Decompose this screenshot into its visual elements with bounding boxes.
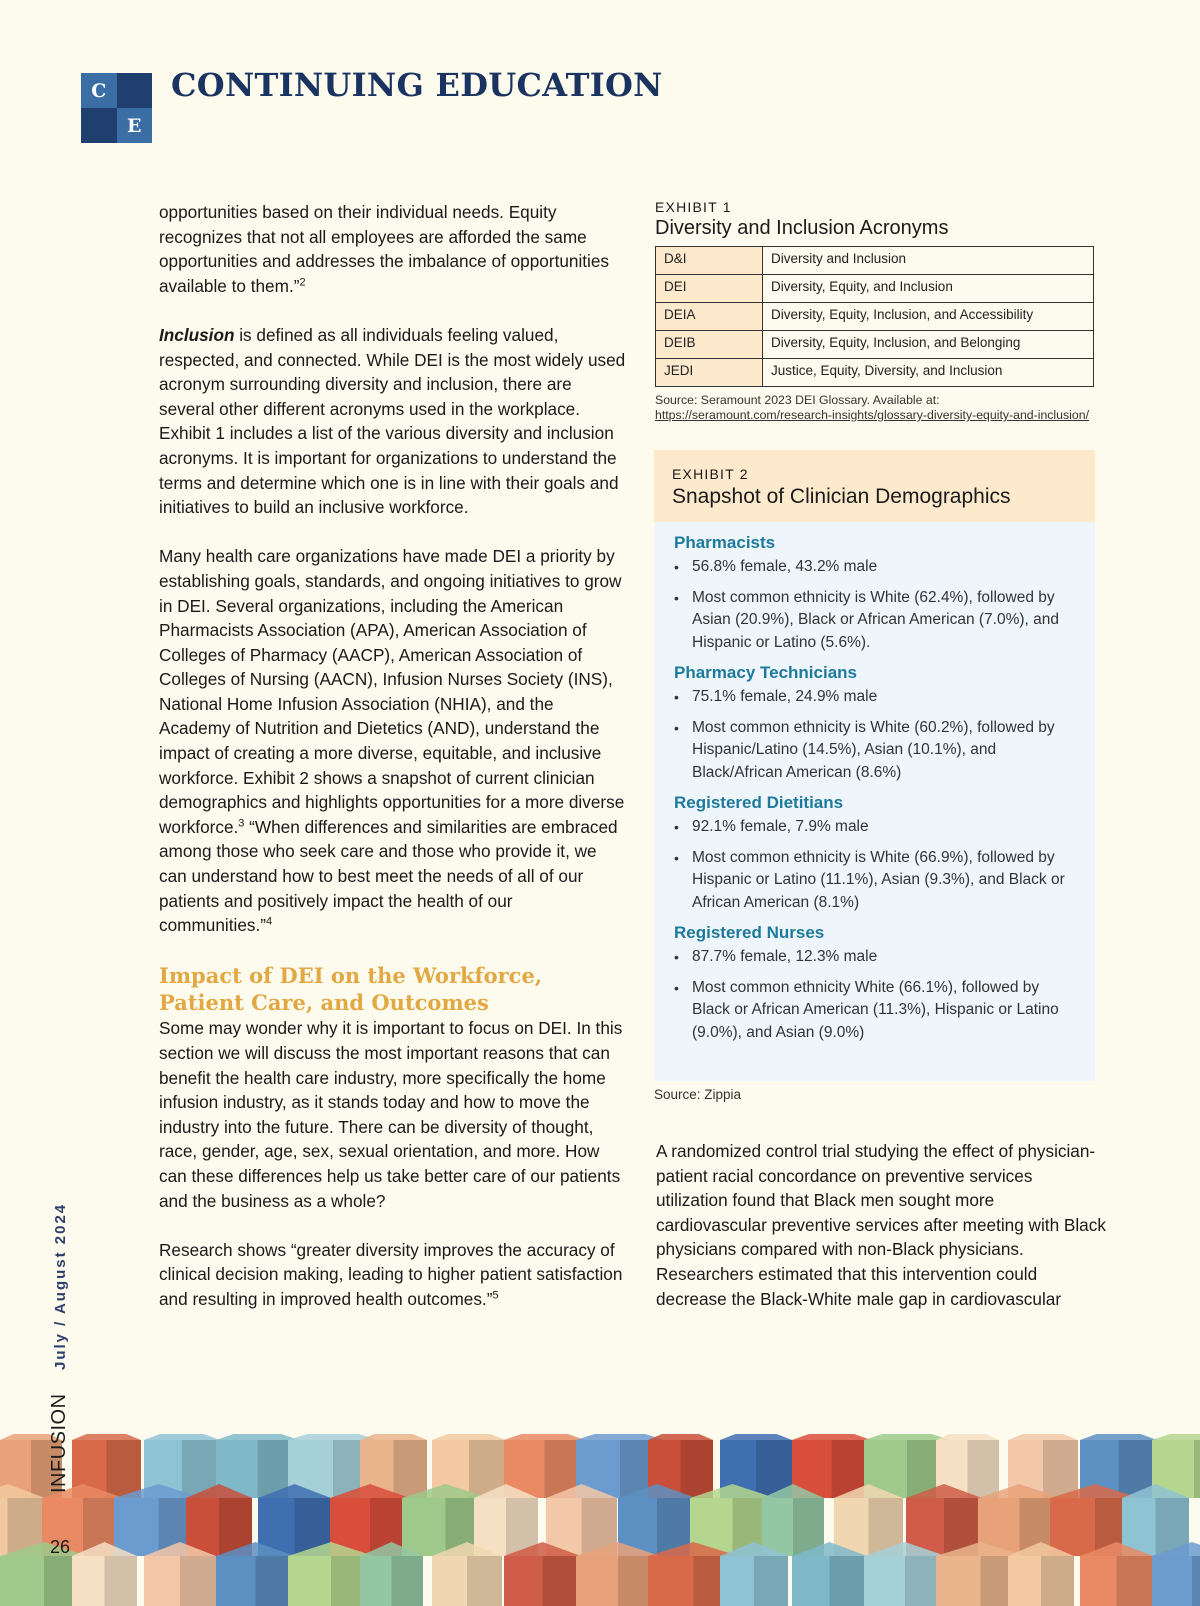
list-item: • 75.1% female, 24.9% male [674,686,1075,709]
demographic-group-heading: Registered Nurses [674,923,825,942]
source-text: Source: Seramount 2023 DEI Glossary. Available at: [655,393,940,407]
block-shadow [394,1440,428,1498]
block-shadow [1041,1556,1074,1606]
demographic-list [674,946,1075,1044]
table-row [656,359,1094,387]
colorful-blocks-image [0,1434,1200,1606]
block-shadow [543,1556,582,1606]
left-column [159,200,629,1312]
block-shadow [1194,1440,1200,1498]
meaning-cell: Diversity, Equity, Inclusion, and Accessibility [763,303,1094,331]
demographic-group-heading: Pharmacy Technicians [674,663,857,682]
paragraph [159,200,629,298]
block-shadow [1043,1440,1078,1498]
paragraph-text: Research shows “greater diversity improves the accuracy of clinical decision making, leading to higher patient satisfaction and resulting in improved health outcomes.” [159,1239,623,1309]
list-item: • 56.8% female, 43.2% male [674,556,1075,579]
demographic-group-heading: Pharmacists [674,533,776,552]
block-shadow [968,1440,1000,1498]
footnote-ref: 2 [299,276,306,289]
issue-date: July / August 2024 [52,1202,69,1370]
source-link[interactable]: https://seramount.com/research-insights/glossary-diversity-equity-and-inclusion/ [655,408,1089,422]
exhibit-source [655,393,1095,423]
block-shadow [107,1440,142,1498]
block-shadow [392,1556,424,1606]
demographic-group-heading: Registered Dietitians [674,793,844,812]
paragraph [159,1238,629,1312]
table-row [656,247,1094,275]
list-item: • Most common ethnicity is White (60.2%), followed by Hispanic/Latino (14.5%), Asian (10.1%), and Black/African American (8.6%) [674,717,1075,785]
exhibit-label: EXHIBIT 1 [655,199,732,215]
paragraph [159,323,629,520]
paragraph-text: Many health care organizations have made DEI a priority by establishing goals, standards, and ongoing initiatives to grow in DEI. Several organizations, including the American Pharmacists Association (APA), American Association of Colleges of Pharmacy (AACP), American Association of Colleges of Nursing (AACN), Infusion Nurses Society (INS), National Home Infusion Association (NHIA), and the Academy of Nutrition and Dietetics (AND), understand the impact of creating a more diverse, equitable, and inclusive workforce. Exhibit 2 shows a snapshot of current clinician demographics and highlights opportunities for a more diverse workforce. [159,546,625,837]
list-item: • Most common ethnicity White (66.1%), followed by Black or African American (11.3%), Hispanic or Latino (9.0%), and Asian (9.0%) [674,977,1075,1045]
demographics-list [654,522,1095,1081]
acronym-cell: DEIB [656,331,763,359]
acronym-cell: DEI [656,275,763,303]
footnote-ref: 5 [492,1289,499,1302]
block-shadow [105,1556,138,1606]
block-shadow [1117,1556,1154,1606]
paragraph: Some may wonder why it is important to focus on DEI. In this section we will discuss the most important reasons that can benefit the health care industry, more specifically the home infusion industry, as it stands today and how to move the industry into the future. There can be diversity of thought, race, gender, age, sex, sexual orientation, and more. How can these differences help us take better care of our patients and the business as a whole? [159,1018,623,1211]
meaning-cell: Justice, Equity, Diversity, and Inclusion [763,359,1094,387]
table-row [656,331,1094,359]
block-shadow [681,1440,714,1498]
demographic-list [674,816,1075,914]
logo-block [117,73,153,108]
list-item: • Most common ethnicity is White (62.4%), followed by Asian (20.9%), Black or African American (7.0%), and Hispanic or Latino (5.6%). [674,587,1075,655]
acronym-cell: JEDI [656,359,763,387]
logo-letter-c: C [81,73,117,108]
acronym-cell: DEIA [656,303,763,331]
block-shadow [1192,1556,1200,1606]
logo-block [81,108,117,143]
demographic-list [674,686,1075,784]
paragraph [159,544,629,938]
acronym-cell: D&I [656,247,763,275]
meaning-cell: Diversity, Equity, and Inclusion [763,275,1094,303]
paragraph-text: “When differences and similarities are embraced among those who seek care and those who provide it, we can understand how to best meet the needs of all of our patients and positively impact the health of our communities.” [159,816,618,936]
meaning-cell: Diversity and Inclusion [763,247,1094,275]
exhibit-title: Diversity and Inclusion Acronyms [655,217,949,239]
exhibit-title: Snapshot of Clinician Demographics [672,485,1011,508]
defined-term: Inclusion [159,324,235,345]
meaning-cell: Diversity, Equity, Inclusion, and Belonging [763,331,1094,359]
table-row [656,275,1094,303]
list-item: • 92.1% female, 7.9% male [674,816,1075,839]
block-shadow [754,1556,788,1606]
page-number: 26 [50,1537,71,1557]
exhibit-1 [655,199,1095,423]
page-section-title: CONTINUING EDUCATION [171,66,663,104]
block-shadow [830,1556,868,1606]
paragraph-text: opportunities based on their individual needs. Equity recognizes that not all employees are afforded the same opportunities and addresses the imbalance of opportunities available to them.” [159,202,610,296]
footnote-ref: 3 [238,817,245,830]
block-shadow [467,1556,502,1606]
list-item: • Most common ethnicity is White (66.9%), followed by Hispanic or Latino (11.1%), Asian (9.3%), and Black or African American (8.1%) [674,847,1075,915]
magazine-name: INFUSION [48,1393,70,1493]
logo-letter-e: E [117,108,153,143]
list-item: • 87.7% female, 12.3% male [674,946,1075,969]
footnote-ref: 4 [265,915,273,928]
exhibit-2 [654,450,1095,1081]
table-row [656,303,1094,331]
paragraph-text: is defined as all individuals feeling valued, respected, and connected. While DEI is the most widely used acronym surrounding diversity and inclusion, there are several other different acronyms used in the workplace. Exhibit 1 includes a list of the various diversity and inclusion acronyms. It is important for organizations to understand the terms and determine which one is in line with their goals and initiatives to build an inclusive workforce. [159,324,626,518]
section-heading-line: Impact of DEI on the Workforce, [159,963,543,989]
demographic-list [674,556,1075,654]
exhibit-header [654,450,1095,522]
ce-logo [81,73,152,143]
exhibit-label: EXHIBIT 2 [672,466,749,482]
section-heading-line: Patient Care, and Outcomes [159,990,489,1016]
exhibit-source: Source: Zippia [654,1087,742,1102]
section-heading [159,962,629,1016]
acronym-table [655,246,1094,387]
block-shadow [180,1556,216,1606]
paragraph: A randomized control trial studying the effect of physician-patient racial concordance on preventive services utilization found that Black men sought more cardiovascular preventive services after meeting with Black physicians compared with non-Black physicians. Researchers estimated that this intervention could decrease the Black-White male gap in cardiovascular [656,1141,1106,1309]
